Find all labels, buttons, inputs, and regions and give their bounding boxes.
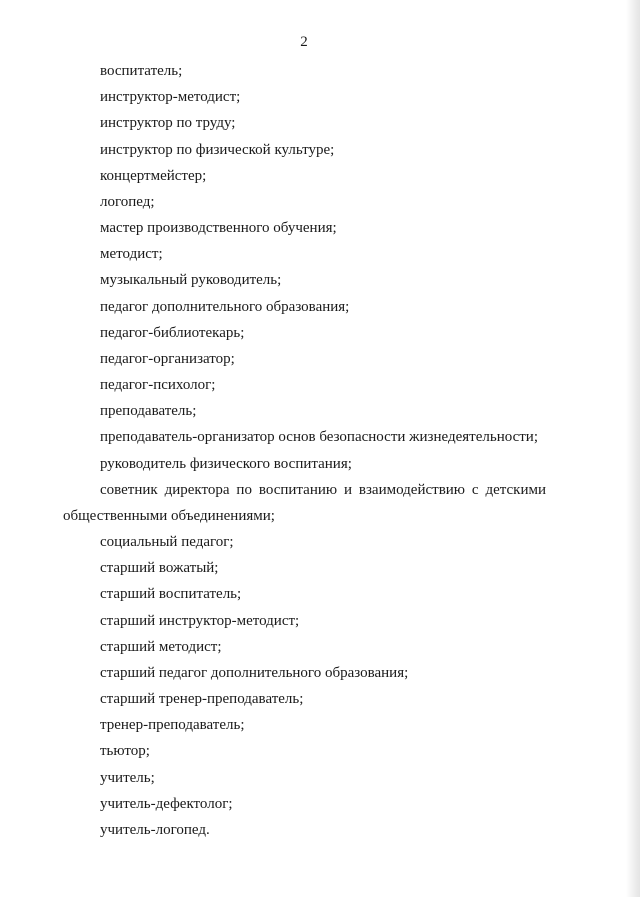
list-item: советник директора по воспитанию и взаимодействию с детскими xyxy=(100,482,546,498)
list-item: педагог-организатор; xyxy=(100,351,235,367)
list-item: педагог-психолог; xyxy=(100,377,216,393)
list-item: старший вожатый; xyxy=(100,560,219,576)
list-item: логопед; xyxy=(100,194,155,210)
list-item: старший методист; xyxy=(100,639,222,655)
list-item: учитель; xyxy=(100,770,155,786)
list-item: инструктор по физической культуре; xyxy=(100,142,335,158)
list-item: воспитатель; xyxy=(100,63,183,79)
list-item: старший тренер-преподаватель; xyxy=(100,691,304,707)
list-item: учитель-логопед. xyxy=(100,822,210,838)
list-item: старший инструктор-методист; xyxy=(100,613,300,629)
list-item: концертмейстер; xyxy=(100,168,207,184)
list-item: социальный педагог; xyxy=(100,534,234,550)
list-item: преподаватель-организатор основ безопасности жизнедеятельности; xyxy=(100,429,539,445)
list-item: педагог дополнительного образования; xyxy=(100,299,350,315)
list-item: старший педагог дополнительного образования; xyxy=(100,665,409,681)
list-item: музыкальный руководитель; xyxy=(100,272,282,288)
list-item: методист; xyxy=(100,246,163,262)
list-item: тьютор; xyxy=(100,743,150,759)
list-item: руководитель физического воспитания; xyxy=(100,456,352,472)
list-item: преподаватель; xyxy=(100,403,197,419)
list-item: мастер производственного обучения; xyxy=(100,220,337,236)
list-item: учитель-дефектолог; xyxy=(100,796,233,812)
list-item: педагог-библиотекарь; xyxy=(100,325,245,341)
scan-edge-shadow xyxy=(626,0,640,897)
list-item-continuation: общественными объединениями; xyxy=(63,508,275,524)
list-item: инструктор-методист; xyxy=(100,89,241,105)
list-item: старший воспитатель; xyxy=(100,586,242,602)
page-number: 2 xyxy=(300,34,308,50)
list-item: тренер-преподаватель; xyxy=(100,717,245,733)
list-item: инструктор по труду; xyxy=(100,115,236,131)
